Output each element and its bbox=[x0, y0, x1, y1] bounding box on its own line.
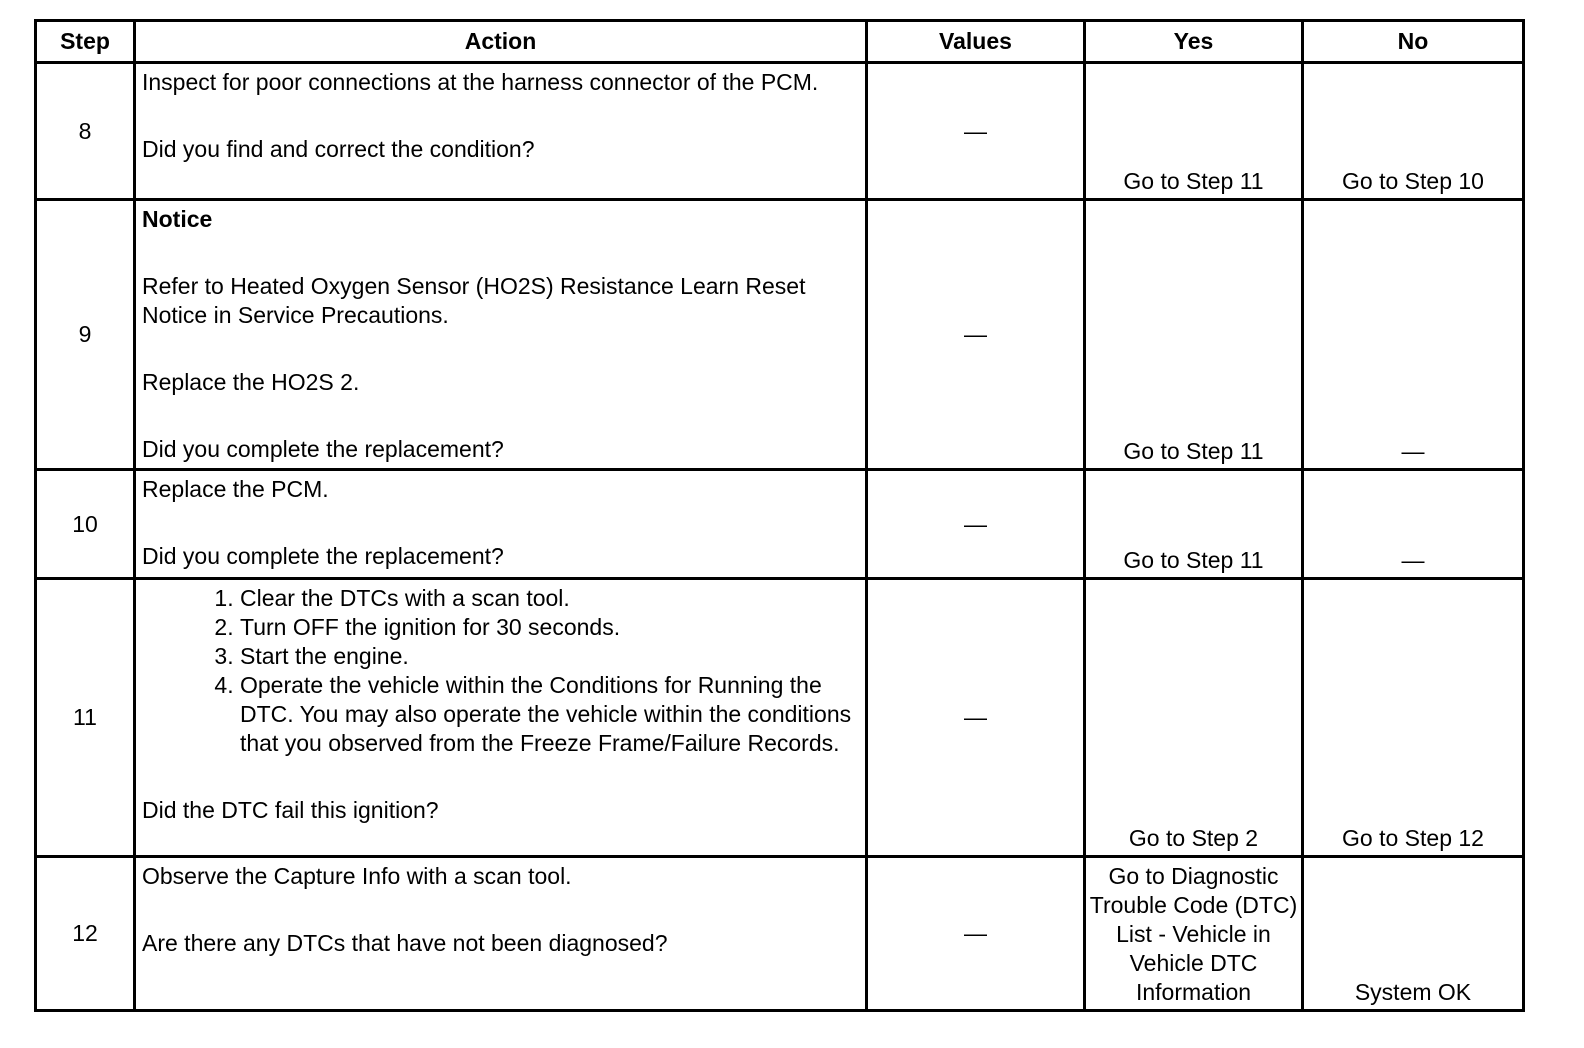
list-item: 2. Turn OFF the ignition for 30 seconds. bbox=[240, 613, 859, 642]
values-cell bbox=[867, 63, 1085, 200]
action-cell bbox=[135, 200, 867, 470]
header-yes: Yes bbox=[1085, 21, 1303, 63]
diagnostic-table bbox=[34, 19, 1525, 1012]
values-cell bbox=[867, 579, 1085, 857]
spacer bbox=[142, 397, 859, 435]
yes-cell: Go to Step 11 bbox=[1085, 63, 1303, 200]
spacer bbox=[142, 234, 859, 272]
yes-cell: Go to Diagnostic Trouble Code (DTC) List - Vehicle in Vehicle DTC Information bbox=[1085, 857, 1303, 1011]
notice-text: Refer to Heated Oxygen Sensor (HO2S) Resistance Learn Reset Notice in Service Precautions. bbox=[142, 273, 806, 328]
table-row bbox=[36, 579, 1524, 857]
action-text: Replace the PCM. bbox=[142, 476, 329, 502]
action-question: Did the DTC fail this ignition? bbox=[142, 797, 439, 823]
action-question: Did you find and correct the condition? bbox=[142, 136, 535, 162]
step-number: 12 bbox=[36, 857, 135, 1011]
values-cell bbox=[867, 470, 1085, 579]
list-item: 4. Operate the vehicle within the Conditions for Running the DTC. You may also operate the vehicle within the conditions that you observed from the Freeze Frame/Failure Records. bbox=[240, 671, 859, 758]
header-no: No bbox=[1303, 21, 1524, 63]
table-row bbox=[36, 857, 1524, 1011]
values-dash: — bbox=[964, 920, 987, 946]
action-text: Observe the Capture Info with a scan tool. bbox=[142, 863, 572, 889]
action-question: Did you complete the replacement? bbox=[142, 543, 504, 569]
spacer bbox=[142, 891, 859, 929]
values-dash: — bbox=[964, 321, 987, 347]
header-values: Values bbox=[867, 21, 1085, 63]
procedure-list bbox=[142, 584, 859, 758]
no-cell: — bbox=[1303, 200, 1524, 470]
list-item: 1. Clear the DTCs with a scan tool. bbox=[240, 584, 859, 613]
table-row bbox=[36, 63, 1524, 200]
values-cell bbox=[867, 200, 1085, 470]
yes-cell: Go to Step 2 bbox=[1085, 579, 1303, 857]
spacer bbox=[142, 330, 859, 368]
action-cell bbox=[135, 579, 867, 857]
no-cell: — bbox=[1303, 470, 1524, 579]
values-dash: — bbox=[964, 510, 987, 537]
action-text: Inspect for poor connections at the harness connector of the PCM. bbox=[142, 69, 819, 95]
notice-title: Notice bbox=[142, 206, 213, 232]
no-cell: Go to Step 10 bbox=[1303, 63, 1524, 200]
action-text: Replace the HO2S 2. bbox=[142, 369, 360, 395]
action-question: Did you complete the replacement? bbox=[142, 436, 504, 462]
spacer bbox=[142, 758, 859, 796]
action-question: Are there any DTCs that have not been diagnosed? bbox=[142, 930, 668, 956]
no-cell: Go to Step 12 bbox=[1303, 579, 1524, 857]
yes-cell: Go to Step 11 bbox=[1085, 200, 1303, 470]
spacer bbox=[142, 97, 859, 135]
step-number: 10 bbox=[36, 470, 135, 579]
header-step: Step bbox=[36, 21, 135, 63]
values-cell bbox=[867, 857, 1085, 1011]
step-number: 8 bbox=[36, 63, 135, 200]
header-row bbox=[36, 21, 1524, 63]
yes-cell: Go to Step 11 bbox=[1085, 470, 1303, 579]
action-cell bbox=[135, 470, 867, 579]
table-row bbox=[36, 470, 1524, 579]
table-row bbox=[36, 200, 1524, 470]
values-dash: — bbox=[964, 117, 987, 144]
step-number: 11 bbox=[36, 579, 135, 857]
step-number: 9 bbox=[36, 200, 135, 470]
action-cell bbox=[135, 63, 867, 200]
no-cell: System OK bbox=[1303, 857, 1524, 1011]
list-item: 3. Start the engine. bbox=[240, 642, 859, 671]
spacer bbox=[142, 504, 859, 542]
action-cell bbox=[135, 857, 867, 1011]
header-action: Action bbox=[135, 21, 867, 63]
values-dash: — bbox=[964, 704, 987, 730]
